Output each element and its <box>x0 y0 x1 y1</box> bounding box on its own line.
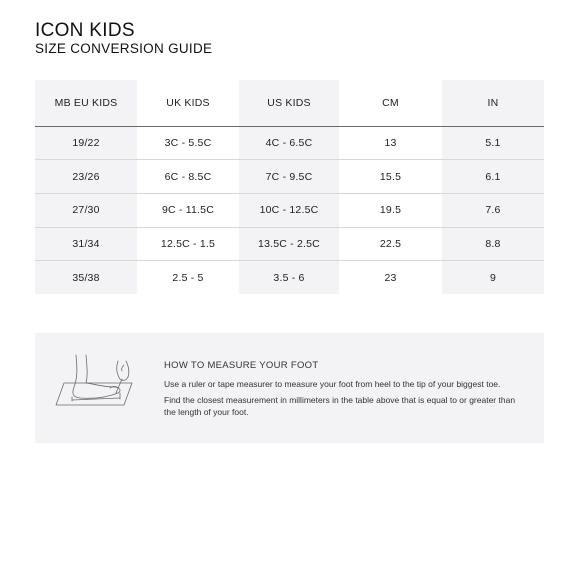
table-cell-us: 13.5C - 2.5C <box>239 227 339 261</box>
foot-measure-icon <box>50 353 140 421</box>
table-row <box>35 126 544 160</box>
table-cell-uk: 2.5 - 5 <box>172 271 204 284</box>
table-cell-uk: 12.5C - 1.5 <box>137 227 239 261</box>
column-header-uk-kids: UK KIDS <box>137 80 239 126</box>
table-cell-cm: 13 <box>339 126 442 160</box>
table-cell-in: 8.8 <box>442 227 544 261</box>
size-conversion-table <box>35 80 544 294</box>
table-cell-eu: 23/26 <box>35 160 137 194</box>
table-cell-cm: 15.5 <box>339 160 442 194</box>
table-cell-eu: 31/34 <box>35 227 137 261</box>
table-row <box>35 160 544 194</box>
measure-instruction-2: Find the closest measurement in millimeters in the table above that is equal to or greater than the length of your foot. <box>164 395 516 417</box>
table-cell-eu: 27/30 <box>35 193 137 227</box>
table-cell-in: 6.1 <box>442 160 544 194</box>
table-cell-us: 7C - 9.5C <box>239 160 339 194</box>
table-row <box>35 193 544 227</box>
table-cell-in: 7.6 <box>442 193 544 227</box>
table-cell-eu: 19/22 <box>35 126 137 160</box>
page-title: ICON KIDS <box>35 20 135 41</box>
measure-heading: HOW TO MEASURE YOUR FOOT <box>164 360 319 371</box>
column-header-mb-eu-kids: MB EU KIDS <box>35 80 137 126</box>
table-cell-us: 3.5 - 6 <box>239 261 339 295</box>
table-row <box>35 227 544 261</box>
table-header-row <box>35 80 544 126</box>
table-cell-us: 10C - 12.5C <box>239 193 339 227</box>
table-cell-cm: 23 <box>384 271 397 284</box>
page-subtitle: SIZE CONVERSION GUIDE <box>35 41 213 56</box>
table-cell-in: 9 <box>442 261 544 295</box>
measure-instructions-panel <box>35 333 544 443</box>
table-cell-eu: 35/38 <box>35 261 137 295</box>
measure-instruction-1: Use a ruler or tape measurer to measure your foot from heel to the tip of your biggest toe. <box>164 379 501 389</box>
table-cell-in: 5.1 <box>442 126 544 160</box>
table-cell-us: 4C - 6.5C <box>239 126 339 160</box>
table-cell-uk: 9C - 11.5C <box>137 193 239 227</box>
table-cell-uk: 6C - 8.5C <box>137 160 239 194</box>
table-cell-cm: 22.5 <box>339 227 442 261</box>
table-cell-cm: 19.5 <box>339 193 442 227</box>
table-row <box>35 261 544 295</box>
column-header-in: IN <box>442 80 544 126</box>
table-cell-uk: 3C - 5.5C <box>137 126 239 160</box>
column-header-us-kids: US KIDS <box>239 80 339 126</box>
column-header-cm: CM <box>339 80 442 126</box>
